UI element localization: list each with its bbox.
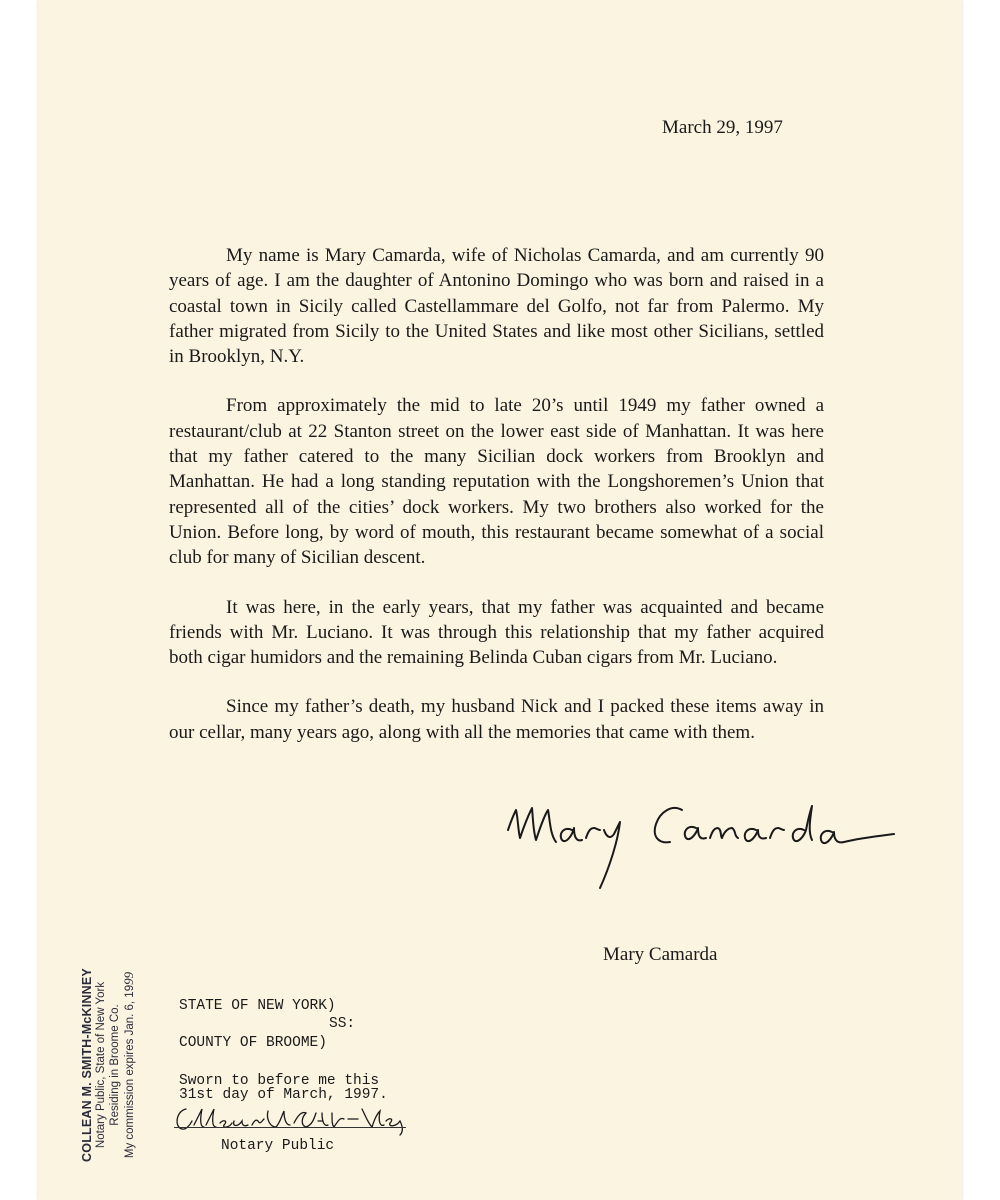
- stamp-expiration: My commission expires Jan. 6, 19: [124, 984, 136, 1159]
- stamp-line-4: [122, 955, 137, 1175]
- paragraph-3: It was here, in the early years, that my father was acquainted and became friends with Mr. Luciano. It was through this relationship that my father acquired both cigar humidors and the remaining Belinda Cuban cigars from Mr. Luciano.: [169, 596, 824, 669]
- stamp-expiration-year: 99: [121, 971, 136, 985]
- county-line: COUNTY OF BROOME): [179, 1035, 327, 1051]
- handwritten-signature: [500, 790, 910, 900]
- paragraph-4: Since my father’s death, my husband Nick and I packed these items away in our cellar, many years ago, along with all the memories that came with them.: [169, 696, 824, 743]
- paragraph-2: From approximately the mid to late 20’s until 1949 my father owned a restaurant/club at 22 Stanton street on the lower east side of Manhattan. It was here that my father catered to the many Sicilian dock workers from Brooklyn and Manhattan. He had a long standing reputation with the Longshoremen’s Union that represented all of the cities’ dock workers. My two brothers also worked for the Union. Before long, by word of mouth, this restaurant became somewhat of a social club for many of Sicilian descent.: [169, 395, 824, 569]
- stamp-name: COLLEAN M. SMITH-McKINNEY: [80, 968, 94, 1162]
- paragraph-1: My name is Mary Camarda, wife of Nicholas Camarda, and am currently 90 years of age. I am the daughter of Antonino Domingo who was born and raised in a coastal town in Sicily called Castellammare del Golfo, not far from Palermo. My father migrated from Sicily to the United States and like most other Sicilians, settled in Brooklyn, N.Y.: [169, 245, 824, 368]
- notary-signature-line: [174, 1127, 406, 1128]
- notary-stamp: [80, 955, 180, 1175]
- letter-date: March 29, 1997: [662, 117, 783, 138]
- ss-line: SS:: [329, 1016, 356, 1032]
- stamp-line-2: Notary Public, State of New York: [95, 981, 107, 1149]
- notary-signature: [172, 1103, 410, 1137]
- sworn-line-1: Sworn to before me this: [179, 1073, 380, 1089]
- sworn-line-2: 31st day of March, 1997.: [179, 1087, 388, 1103]
- printed-name: Mary Camarda: [603, 944, 718, 965]
- state-line: STATE OF NEW YORK): [179, 998, 336, 1014]
- letter-body: [169, 243, 824, 769]
- stamp-line-3: Residing in Broome Co.: [109, 1004, 121, 1126]
- notary-public-label: Notary Public: [221, 1138, 335, 1154]
